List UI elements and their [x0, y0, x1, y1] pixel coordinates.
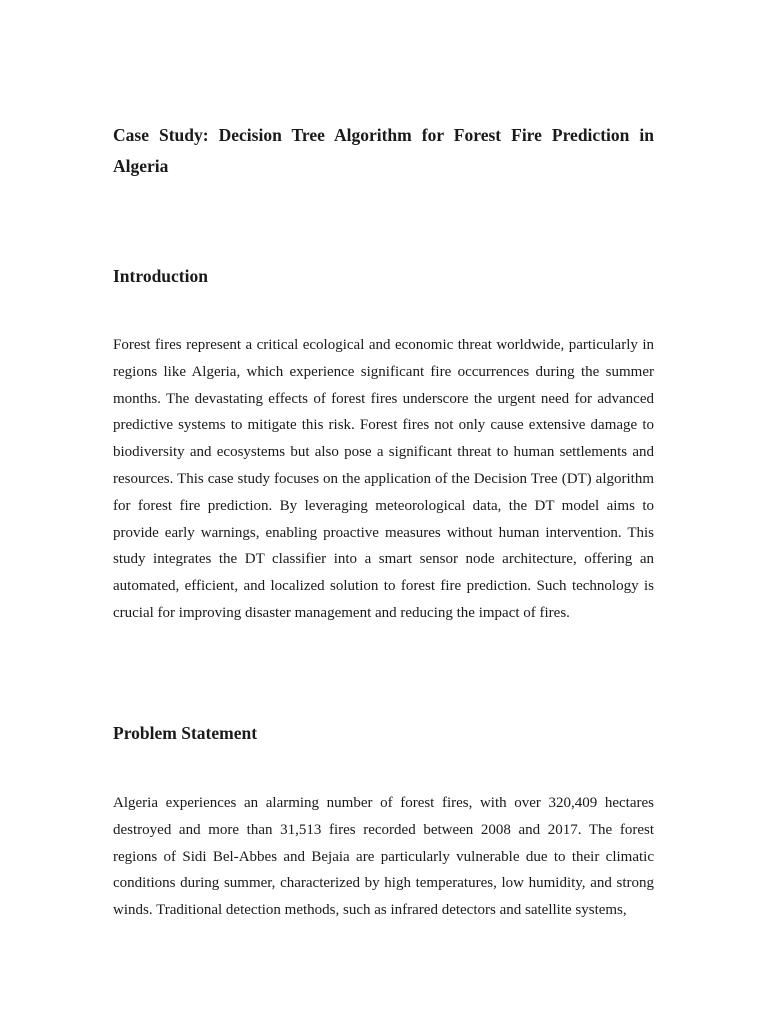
problem-statement-paragraph: Algeria experiences an alarming number of forest fires, with over 320,409 hectares destroyed and more than 31,513 fires recorded between 2008 and 2017. The forest regions of Sidi Bel-Abbes and Bejaia are particularly vulnerable due to their climatic conditions during summer, characterized by high temperatures, low humidity, and strong winds. Traditional detection methods, such as infrared detectors and satellite systems,	[113, 795, 654, 919]
section-heading-problem-statement: Problem Statement	[113, 723, 258, 743]
section-heading-introduction: Introduction	[113, 266, 208, 286]
introduction-paragraph: Forest fires represent a critical ecological and economic threat worldwide, particularly in regions like Algeria, which experience significant fire occurrences during the summer months. The devastating effects of forest fires underscore the urgent need for advanced predictive systems to mitigate this risk. Forest fires not only cause extensive damage to biodiversity and ecosystems but also pose a significant threat to human settlements and resources. This case study focuses on the application of the Decision Tree (DT) algorithm for forest fire prediction. By leveraging meteorological data, the DT model aims to provide early warnings, enabling proactive measures without human intervention. This study integrates the DT classifier into a smart sensor node architecture, offering an automated, efficient, and localized solution to forest fire prediction. Such technology is crucial for improving disaster management and reducing the impact of fires.	[113, 337, 654, 621]
document-title: Case Study: Decision Tree Algorithm for Forest Fire Prediction in Algeria	[113, 125, 654, 176]
document-page	[113, 0, 654, 1024]
